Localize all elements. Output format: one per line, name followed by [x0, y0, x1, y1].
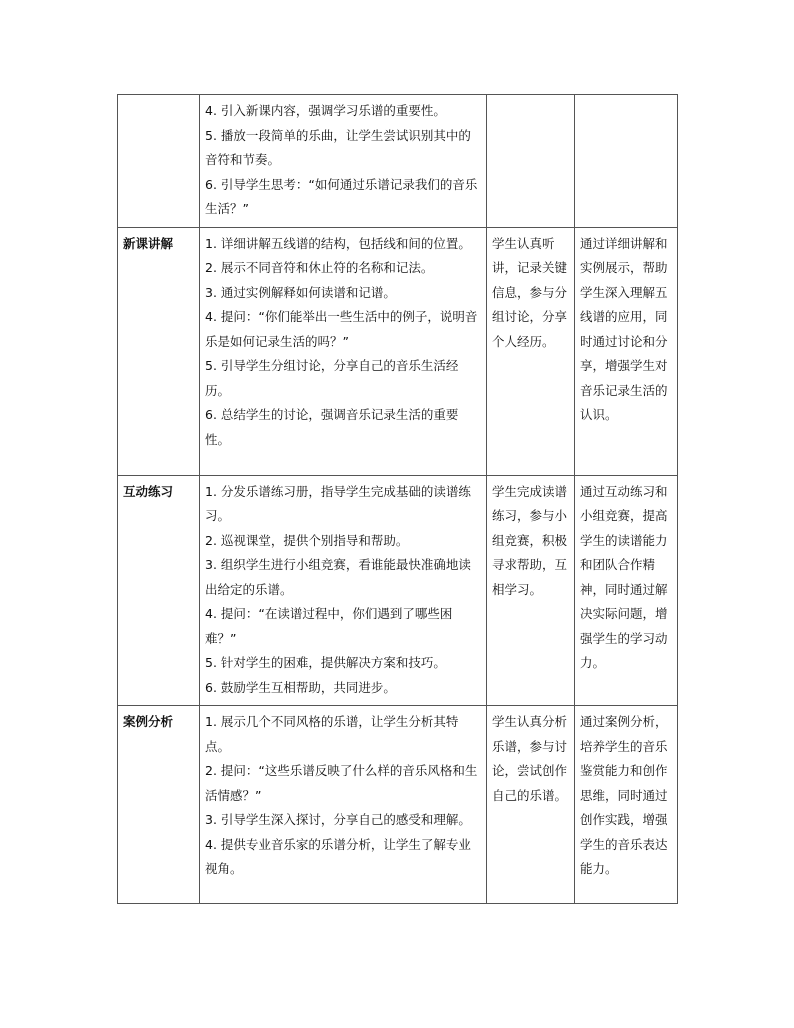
teacher-steps-cell	[200, 95, 487, 228]
table-row	[118, 475, 678, 706]
student-activity-cell: 学生完成读谱练习，参与小组竞赛，积极寻求帮助，互相学习。	[487, 475, 575, 706]
table-row	[118, 95, 678, 228]
step-item: 1. 详细讲解五线谱的结构，包括线和间的位置。	[205, 235, 471, 251]
step-item: 5. 引导学生分组讨论，分享自己的音乐生活经历。	[205, 358, 459, 398]
stage-cell: 新课讲解	[118, 227, 200, 475]
step-item: 2. 巡视课堂，提供个别指导和帮助。	[205, 532, 409, 548]
step-item: 4. 提供专业音乐家的乐谱分析，让学生了解专业视角。	[205, 836, 471, 876]
lesson-plan-table	[117, 94, 678, 904]
design-purpose-cell: 通过案例分析，培养学生的音乐鉴赏能力和创作思维，同时通过创作实践，增强学生的音乐表达能力。	[575, 706, 678, 904]
student-activity-cell: 学生认真分析乐谱，参与讨论，尝试创作自己的乐谱。	[487, 706, 575, 904]
step-item: 5. 针对学生的困难，提供解决方案和技巧。	[205, 655, 446, 670]
step-item: 3. 通过实例解释如何读谱和记谱。	[205, 284, 396, 300]
step-item: 3. 组织学生进行小组竞赛，看谁能最快准确地读出给定的乐谱。	[205, 557, 471, 597]
step-item: 6. 引导学生思考：“如何通过乐谱记录我们的音乐生活？”	[205, 176, 478, 216]
student-activity-cell	[487, 95, 575, 228]
step-item: 1. 分发乐谱练习册，指导学生完成基础的读谱练习。	[205, 483, 471, 523]
step-item: 4. 提问：“在读谱过程中，你们遇到了哪些困难？”	[205, 606, 453, 646]
student-activity-cell: 学生认真听讲，记录关键信息，参与分组讨论，分享个人经历。	[487, 227, 575, 475]
step-item: 4. 提问：“你们能举出一些生活中的例子，说明音乐是如何记录生活的吗？”	[205, 309, 478, 349]
stage-cell: 案例分析	[118, 706, 200, 904]
step-item: 2. 展示不同音符和休止符的名称和记法。	[205, 260, 434, 275]
step-item: 2. 提问：“这些乐谱反映了什么样的音乐风格和生活情感？”	[205, 763, 478, 803]
design-purpose-cell: 通过互动练习和小组竞赛，提高学生的读谱能力和团队合作精神，同时通过解决实际问题，增强学生的学习动力。	[575, 475, 678, 706]
stage-cell	[118, 95, 200, 228]
step-item: 6. 总结学生的讨论，强调音乐记录生活的重要性。	[205, 407, 459, 447]
step-item: 6. 鼓励学生互相帮助，共同进步。	[205, 679, 396, 695]
step-item: 5. 播放一段简单的乐曲，让学生尝试识别其中的音符和节奏。	[205, 127, 471, 167]
table-row	[118, 227, 678, 475]
stage-cell: 互动练习	[118, 475, 200, 706]
teacher-steps-cell	[200, 706, 487, 904]
teacher-steps-cell	[200, 227, 487, 475]
teacher-steps-cell	[200, 475, 487, 706]
design-purpose-cell	[575, 95, 678, 228]
step-item: 1. 展示几个不同风格的乐谱，让学生分析其特点。	[205, 714, 459, 754]
step-item: 4. 引入新课内容，强调学习乐谱的重要性。	[205, 103, 446, 118]
table-row	[118, 706, 678, 904]
step-item: 3. 引导学生深入探讨，分享自己的感受和理解。	[205, 812, 471, 827]
design-purpose-cell: 通过详细讲解和实例展示，帮助学生深入理解五线谱的应用，同时通过讨论和分享，增强学生对音乐记录生活的认识。	[575, 227, 678, 475]
